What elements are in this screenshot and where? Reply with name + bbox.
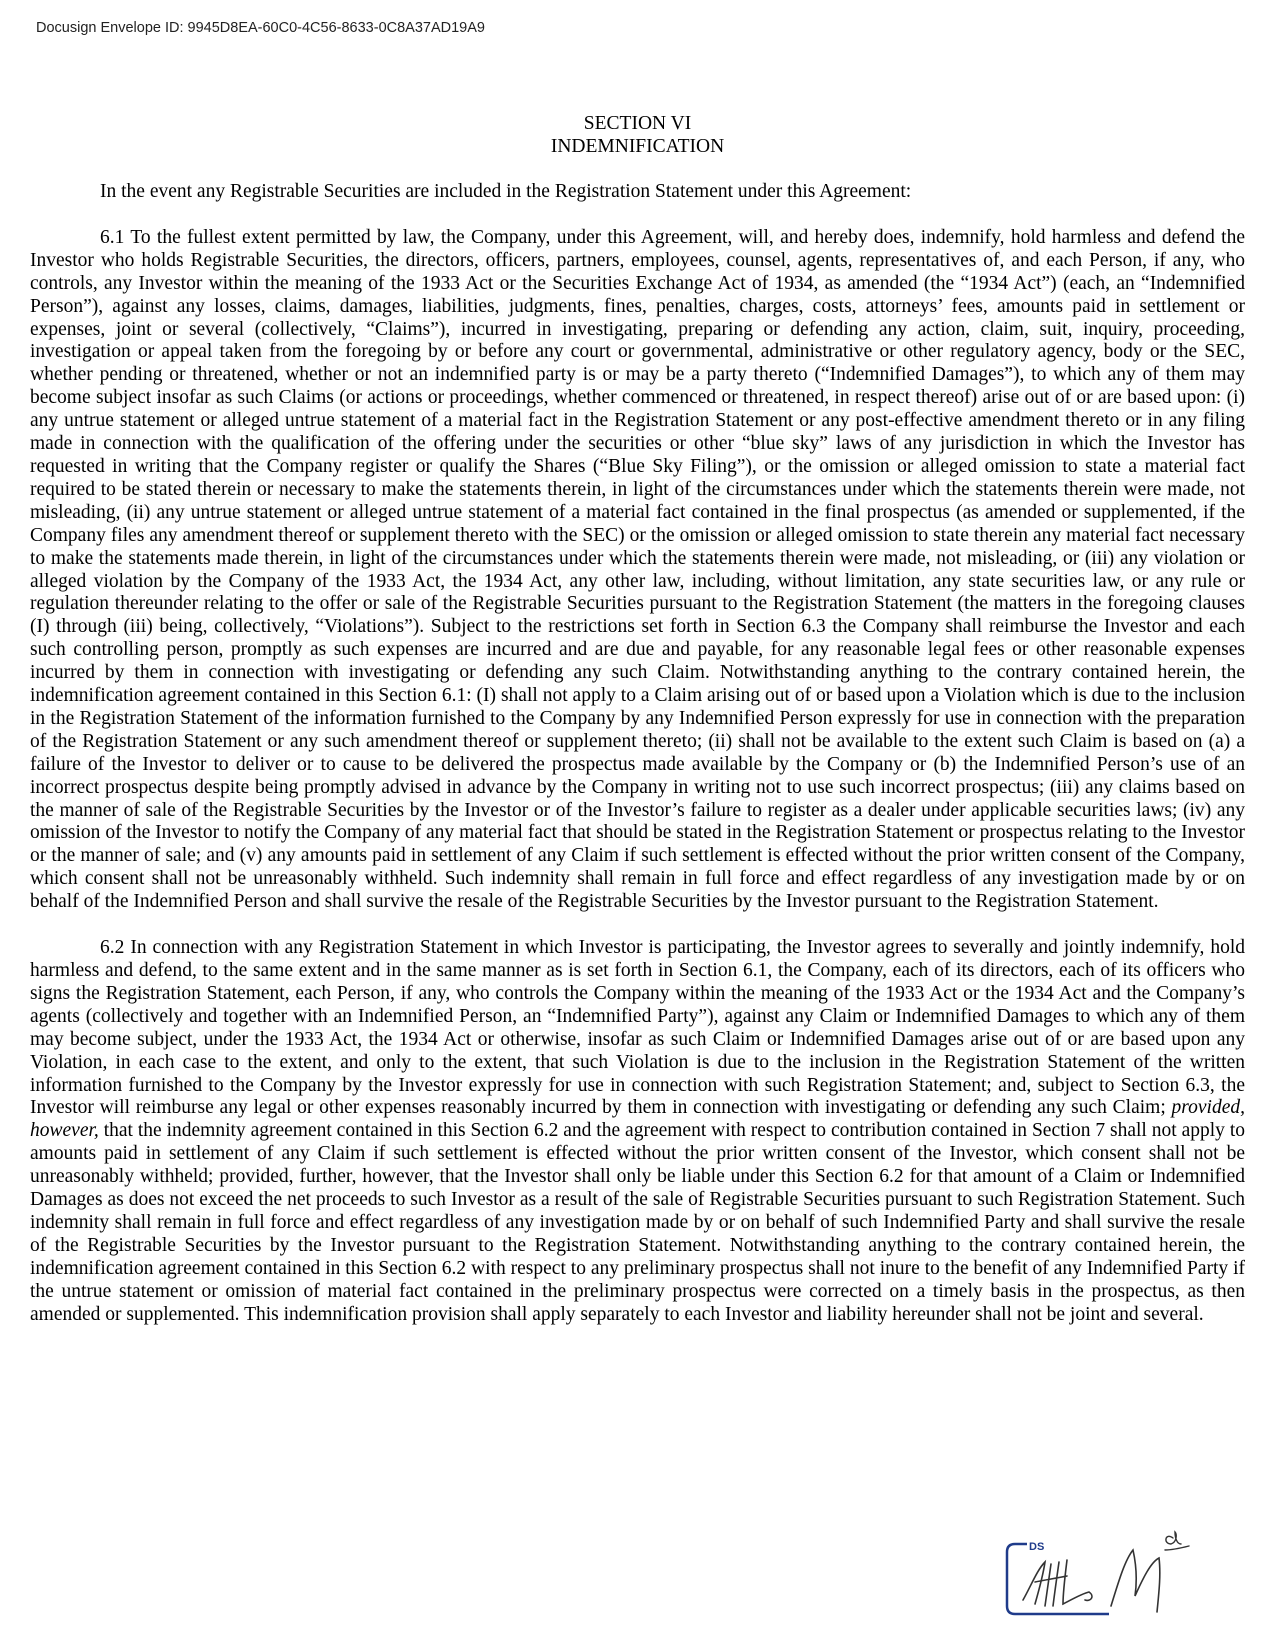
document-page [30,112,1245,1327]
initials-stamp [1005,1520,1235,1630]
handwritten-initials-shape [1023,1560,1092,1606]
section-number: SECTION VI [583,113,692,134]
section-title: INDEMNIFICATION [550,136,725,157]
handwritten-mark-shape [1111,1550,1160,1612]
paragraph-6-2-proviso: provided, however, [30,1097,1245,1142]
section-heading [30,112,1245,158]
envelope-id: Docusign Envelope ID: 9945D8EA-60C0-4C56-8633-0C8A37AD19A9 [36,20,485,36]
initials-signature-icon [1005,1520,1235,1630]
superscript-initial-shape [1165,1532,1189,1550]
docusign-bracket-shape [1007,1544,1109,1614]
paragraph-6-2-text-after: that the indemnity agreement contained in this Section 6.2 and the agreement with respect to contribution contained in Section 7 shall not apply to amounts paid in settlement of any Claim if such settlement is effected without the prior written consent of the Investor, which consent shall not be unreasonably withheld; provided, further, however, that the Investor shall only be liable under this Section 6.2 for that amount of a Claim or Indemnified Damages as does not exceed the net proceeds to such Investor as a result of the sale of Registrable Securities pursuant to such Registration Statement. Such indemnity shall remain in full force and effect regardless of any investigation made by or on behalf of such Indemnified Party and shall survive the resale of the Registrable Securities by the Investor pursuant to the Registration Statement. Notwithstanding anything to the contrary contained herein, the indemnification agreement contained in this Section 6.2 with respect to any preliminary prospectus shall not inure to the benefit of any Indemnified Party if the untrue statement or omission of material fact contained in the preliminary prospectus were corrected on a timely basis in the prospectus, as then amended or supplemented. This indemnification provision shall apply separately to each Investor and liability hereunder shall not be joint and several. [30,1120,1245,1325]
ds-label: DS [1029,1541,1045,1553]
paragraph-6-1: 6.1 To the fullest extent permitted by law, the Company, under this Agreement, will, and hereby does, indemnify, hold harmless and defend the Investor who holds Registrable Securities, the directors, officers, partners, employees, counsel, agents, representatives of, and each Person, if any, who controls, any Investor within the meaning of the 1933 Act or the Securities Exchange Act of 1934, as amended (the “1934 Act”) (each, an “Indemnified Person”), against any losses, claims, damages, liabilities, judgments, fines, penalties, charges, costs, attorneys’ fees, amounts paid in settlement or expenses, joint or several (collectively, “Claims”), incurred in investigating, preparing or defending any action, claim, suit, inquiry, proceeding, investigation or appeal taken from the foregoing by or before any court or governmental, administrative or other regulatory agency, body or the SEC, whether pending or threatened, whether or not an indemnified party is or may be a party thereto (“Indemnified Damages”), to which any of them may become subject insofar as such Claims (or actions or proceedings, whether commenced or threatened, in respect thereof) arise out of or are based upon: (i) any untrue statement or alleged untrue statement of a material fact in the Registration Statement or any post-effective amendment thereto or in any filing made in connection with the qualification of the offering under the securities or other “blue sky” laws of any jurisdiction in which the Investor has requested in writing that the Company register or qualify the Shares (“Blue Sky Filing”), or the omission or alleged omission to state a material fact required to be stated therein or necessary to make the statements therein, in light of the circumstances under which the statements therein were made, not misleading, (ii) any untrue statement or alleged untrue statement of a material fact contained in the final prospectus (as amended or supplemented, if the Company files any amendment thereof or supplement thereto with the SEC) or the omission or alleged omission to state therein any material fact necessary to make the statements made therein, in light of the circumstances under which the statements therein were made, not misleading, or (iii) any violation or alleged violation by the Company of the 1933 Act, the 1934 Act, any other law, including, without limitation, any state securities law, or any rule or regulation thereunder relating to the offer or sale of the Registrable Securities pursuant to the Registration Statement (the matters in the foregoing clauses (I) through (iii) being, collectively, “Violations”). Subject to the restrictions set forth in Section 6.3 the Company shall reimburse the Investor and each such controlling person, promptly as such expenses are incurred and are due and payable, for any reasonable legal fees or other reasonable expenses incurred by them in connection with investigating or defending any such Claim. Notwithstanding anything to the contrary contained herein, the indemnification agreement contained in this Section 6.1: (I) shall not apply to a Claim arising out of or based upon a Violation which is due to the inclusion in the Registration Statement of the information furnished to the Company by any Indemnified Person expressly for use in connection with the preparation of the Registration Statement or any such amendment thereof or supplement thereto; (ii) shall not be available to the extent such Claim is based on (a) a failure of the Investor to deliver or to cause to be delivered the prospectus made available by the Company or (b) the Indemnified Person’s use of an incorrect prospectus despite being promptly advised in advance by the Company in writing not to use such incorrect prospectus; (iii) any claims based on the manner of sale of the Registrable Securities by the Investor or of the Investor’s failure to register as a dealer under applicable securities laws; (iv) any omission of the Investor to notify the Company of any material fact that should be stated in the Registration Statement or prospectus relating to the Investor or the manner of sale; and (v) any amounts paid in settlement of any Claim if such settlement is effected without the prior written consent of the Company, which consent shall not be unreasonably withheld. Such indemnity shall remain in full force and effect regardless of any investigation made by or on behalf of the Indemnified Person and shall survive the resale of the Registrable Securities by the Investor pursuant to the Registration Statement. [30,226,1245,913]
paragraph-6-2 [30,937,1245,1326]
intro-paragraph: In the event any Registrable Securities are included in the Registration Statement under this Agreement: [100,181,912,202]
paragraph-6-2-text-before: 6.2 In connection with any Registration Statement in which Investor is participating, the Investor agrees to severally and jointly indemnify, hold harmless and defend, to the same extent and in the same manner as is set forth in Section 6.1, the Company, each of its directors, each of its officers who signs the Registration Statement, each Person, if any, who controls the Company within the meaning of the 1933 Act or the 1934 Act and the Company’s agents (collectively and together with an Indemnified Person, an “Indemnified Party”), against any Claim or Indemnified Damages to which any of them may become subject, under the 1933 Act, the 1934 Act or otherwise, insofar as such Claim or Indemnified Damages arise out of or are based upon any Violation, in each case to the extent, and only to the extent, that such Violation is due to the inclusion in the Registration Statement of the written information furnished to the Company by the Investor expressly for use in connection with such Registration Statement; and, subject to Section 6.3, the Investor will reimburse any legal or other expenses reasonably incurred by them in connection with investigating or defending any such Claim; [30,937,1245,1119]
